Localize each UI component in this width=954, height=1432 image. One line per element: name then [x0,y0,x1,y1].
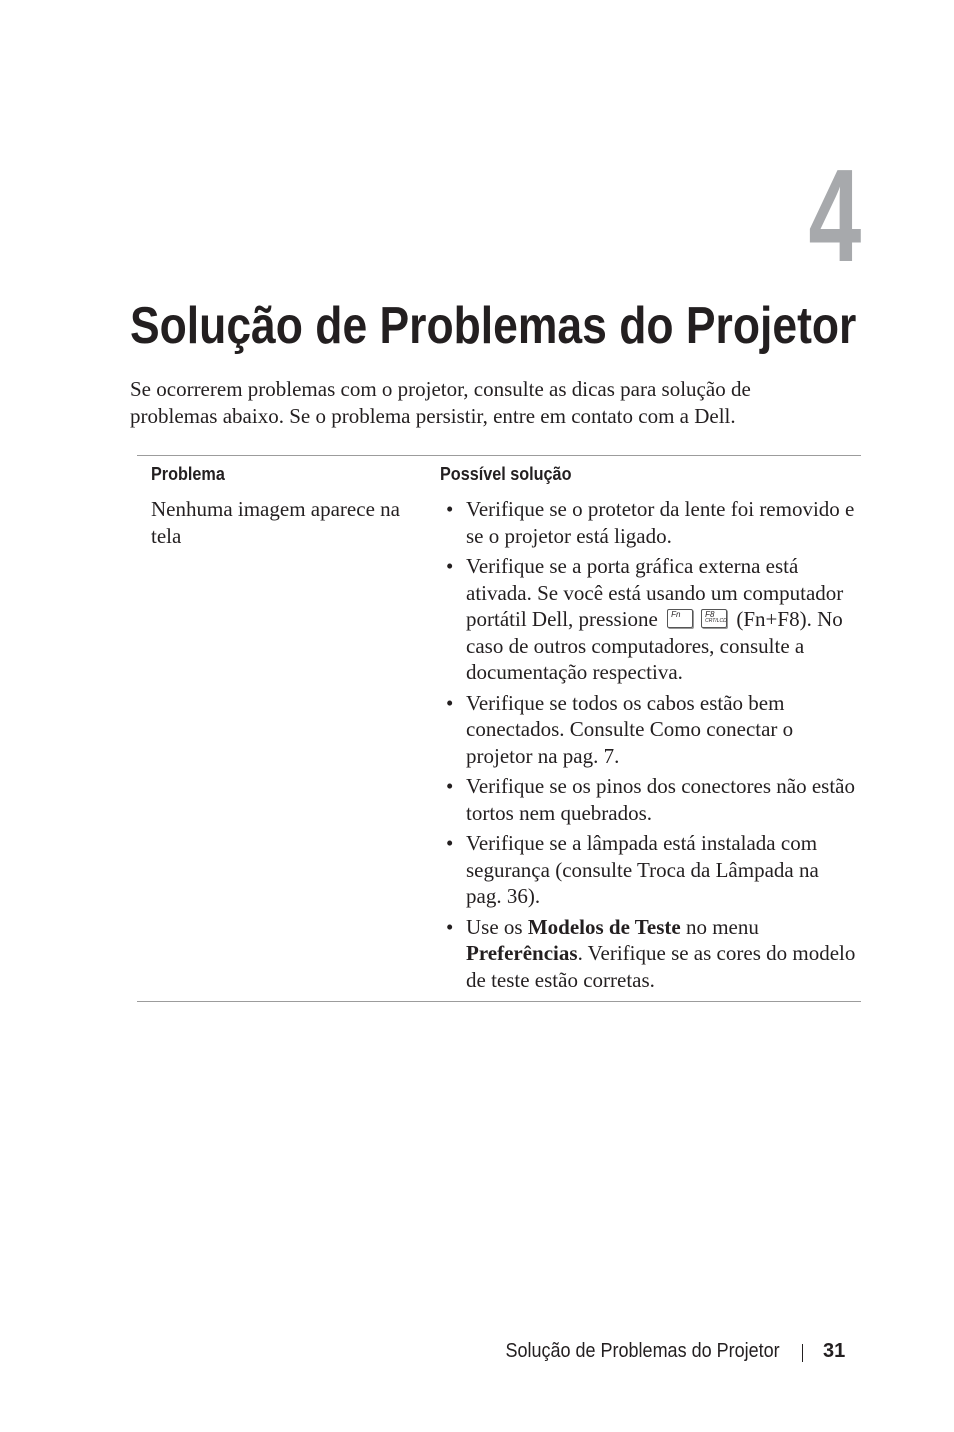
troubleshooting-table [137,455,861,1002]
solution-item [440,496,858,549]
solution-item [440,830,858,910]
problem-cell: Nenhuma imagem aparece na tela [151,497,400,548]
fn-key-icon: Fn [667,609,693,628]
solution-text: . Verifique se as cores do modelo de teste estão corretas. [466,941,856,992]
page-number: 31 [823,1340,846,1362]
solution-text: Use os [466,914,528,939]
intro-paragraph: Se ocorrerem problemas com o projetor, consulte as dicas para solução de problemas abaixo. Se o problema persistir, entre em contato com a Dell. [130,377,751,428]
solution-text: no menu [680,914,759,939]
solution-text: Verifique se os pinos dos conectores não estão tortos nem quebrados. [466,774,855,825]
solution-item [440,914,858,994]
f8-crt-lcd-key-icon: F8 CRT/LCD [701,609,727,628]
footer-divider [802,1344,803,1362]
solution-item [440,773,858,826]
column-header-problem: Problema [151,464,225,484]
solution-item [440,553,858,686]
solution-text: Verifique se todos os cabos estão bem conectados. Consulte Como conectar o projetor na pag. 7. [466,690,794,768]
bullet-icon: • [446,497,454,521]
menu-name-preferences: Preferências [466,941,578,965]
bullet-icon: • [446,690,454,715]
page-footer [0,1340,954,1364]
bullet-icon: • [446,774,454,798]
table-row [137,456,861,993]
chapter-number: 4 [808,142,858,289]
solution-item [440,690,858,770]
solution-text: (Fn+F8). No caso de outros computadores, consulte a documentação respectiva. [466,607,843,684]
solution-text: Verifique se a porta gráfica externa está ativada. Se você está usando um computador portátil Dell, pressione [466,554,844,631]
chapter-title: Solução de Problemas do Projetor [130,297,857,355]
solution-text: Verifique se a lâmpada está instalada com segurança (consulte Troca da Lâmpada na pag. 36). [466,831,819,908]
bullet-icon: • [446,554,454,578]
solution-list [440,496,858,993]
solution-text: Verifique se o protetor da lente foi removido e se o projetor está ligado. [466,497,855,548]
menu-option-test-patterns: Modelos de Teste [527,914,681,939]
bullet-icon: • [446,831,454,855]
bullet-icon: • [446,914,454,939]
column-header-solution: Possível solução [440,464,572,484]
footer-section-title: Solução de Problemas do Projetor [505,1340,780,1362]
